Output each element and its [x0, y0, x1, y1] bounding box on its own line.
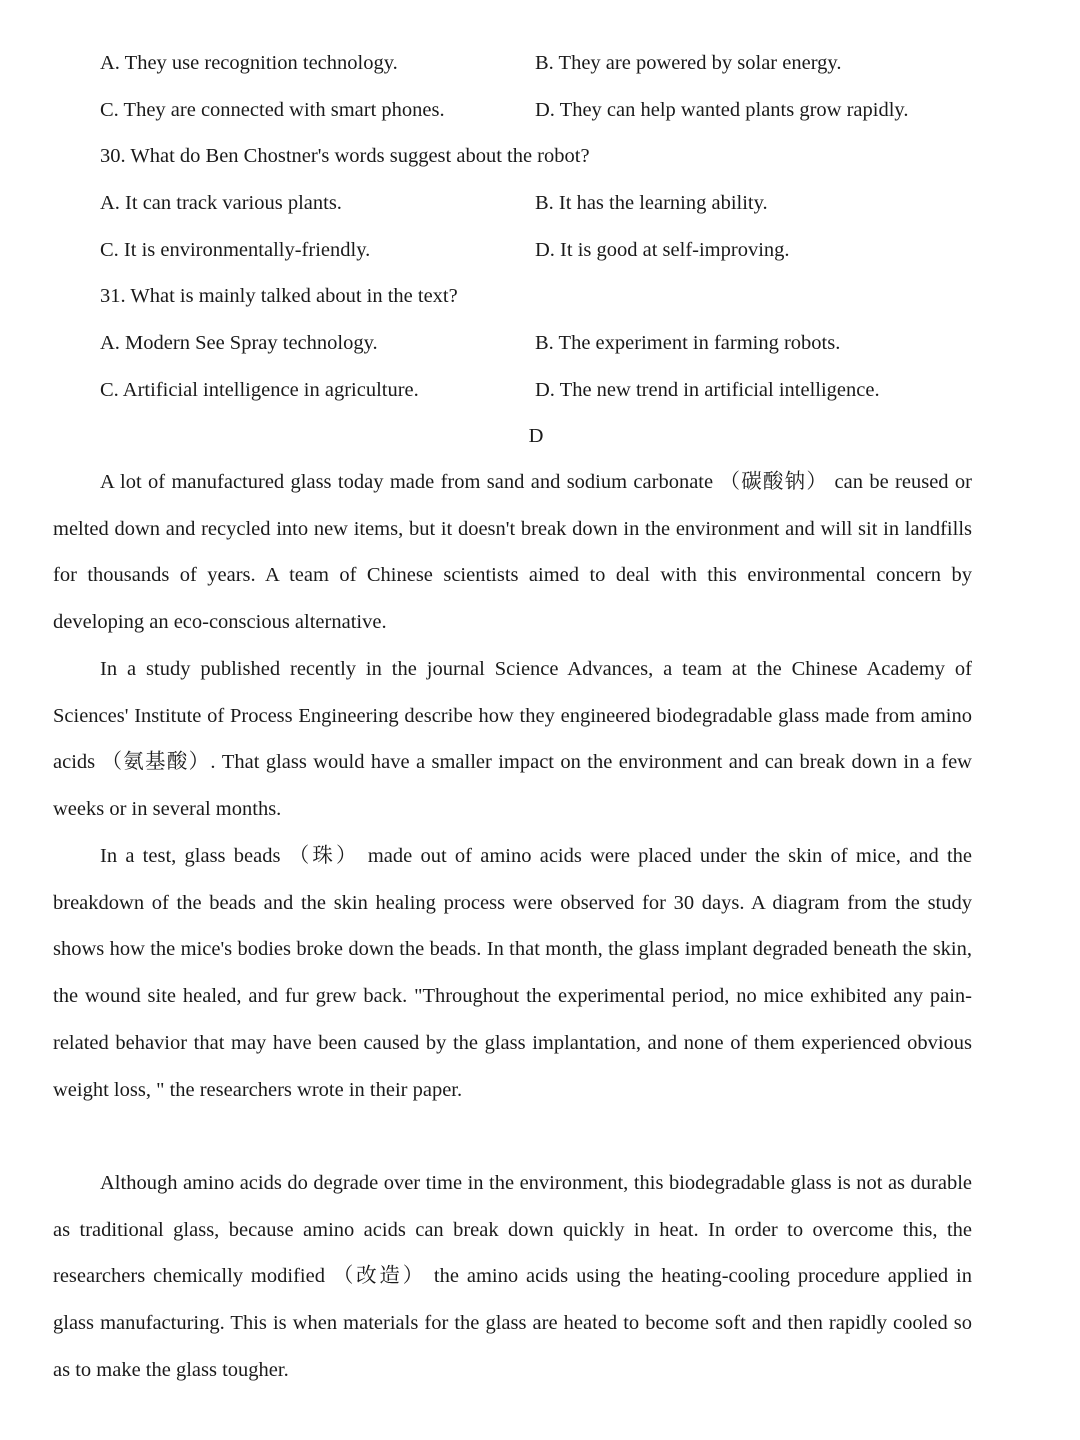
- q29-option-c: C. They are connected with smart phones.: [100, 99, 445, 121]
- q31-question-row: [0, 281, 1080, 311]
- q29-options-row-1: [0, 48, 1080, 78]
- q31-options-row-1: [0, 328, 1080, 358]
- q31-options-row-2: [0, 375, 1080, 405]
- q30-option-b: B. It has the learning ability.: [535, 192, 768, 214]
- q31-option-b: B. The experiment in farming robots.: [535, 332, 841, 354]
- q30-option-c: C. It is environmentally-friendly.: [100, 239, 371, 261]
- q29-option-d: D. They can help wanted plants grow rapidly.: [535, 99, 909, 121]
- q30-options-row-1: [0, 188, 1080, 218]
- passage-heading: D: [528, 425, 544, 447]
- passage-paragraph-2: In a study published recently in the journal Science Advances, a team at the Chinese Academy of Sciences' Institute of Process Engineering describe how they engineered biodegradable glass made from amino acids （氨基酸）. That glass would have a smaller impact on the environment and can break down in a few weeks or in several months.: [53, 658, 972, 821]
- passage-paragraph-4: Although amino acids do degrade over time in the environment, this biodegradable glass is not as durable as traditional glass, because amino acids can break down quickly in heat. In order to overcome this, the researchers chemically modified （改造） the amino acids using the heating-cooling procedure applied in glass manufacturing. This is when materials for the glass are heated to become soft and then rapidly cooled so as to make the glass tougher.: [53, 1172, 972, 1381]
- q29-option-b: B. They are powered by solar energy.: [535, 52, 842, 74]
- q29-option-a: A. They use recognition technology.: [100, 52, 398, 74]
- passage-paragraph-3: In a test, glass beads （珠） made out of amino acids were placed under the skin of mice, and the breakdown of the beads and the skin healing process were observed for 30 days. A diagram from the study shows how the mice's bodies broke down the beads. In that month, the glass implant degraded beneath the skin, the wound site healed, and fur grew back. "Throughout the experimental period, no mice exhibited any pain-related behavior that may have been caused by the glass implantation, and none of them experienced obvious weight loss, " the researchers wrote in their paper.: [53, 845, 972, 1101]
- q31-option-c: C. Artificial intelligence in agriculture.: [100, 379, 419, 401]
- q30-option-a: A. It can track various plants.: [100, 192, 342, 214]
- q30-question-row: [0, 141, 1080, 171]
- q30-options-row-2: [0, 235, 1080, 265]
- passage-paragraph-1: A lot of manufactured glass today made from sand and sodium carbonate （碳酸钠） can be reused or melted down and recycled into new items, but it doesn't break down in the environment and will sit in landfills for thousands of years. A team of Chinese scientists aimed to deal with this environmental concern by developing an eco-conscious alternative.: [53, 471, 972, 634]
- q31-option-a: A. Modern See Spray technology.: [100, 332, 378, 354]
- q29-options-row-2: [0, 95, 1080, 125]
- q30-option-d: D. It is good at self-improving.: [535, 239, 790, 261]
- q31-question: 31. What is mainly talked about in the text?: [100, 285, 458, 307]
- q30-question: 30. What do Ben Chostner's words suggest about the robot?: [100, 145, 590, 167]
- q31-option-d: D. The new trend in artificial intelligence.: [535, 379, 880, 401]
